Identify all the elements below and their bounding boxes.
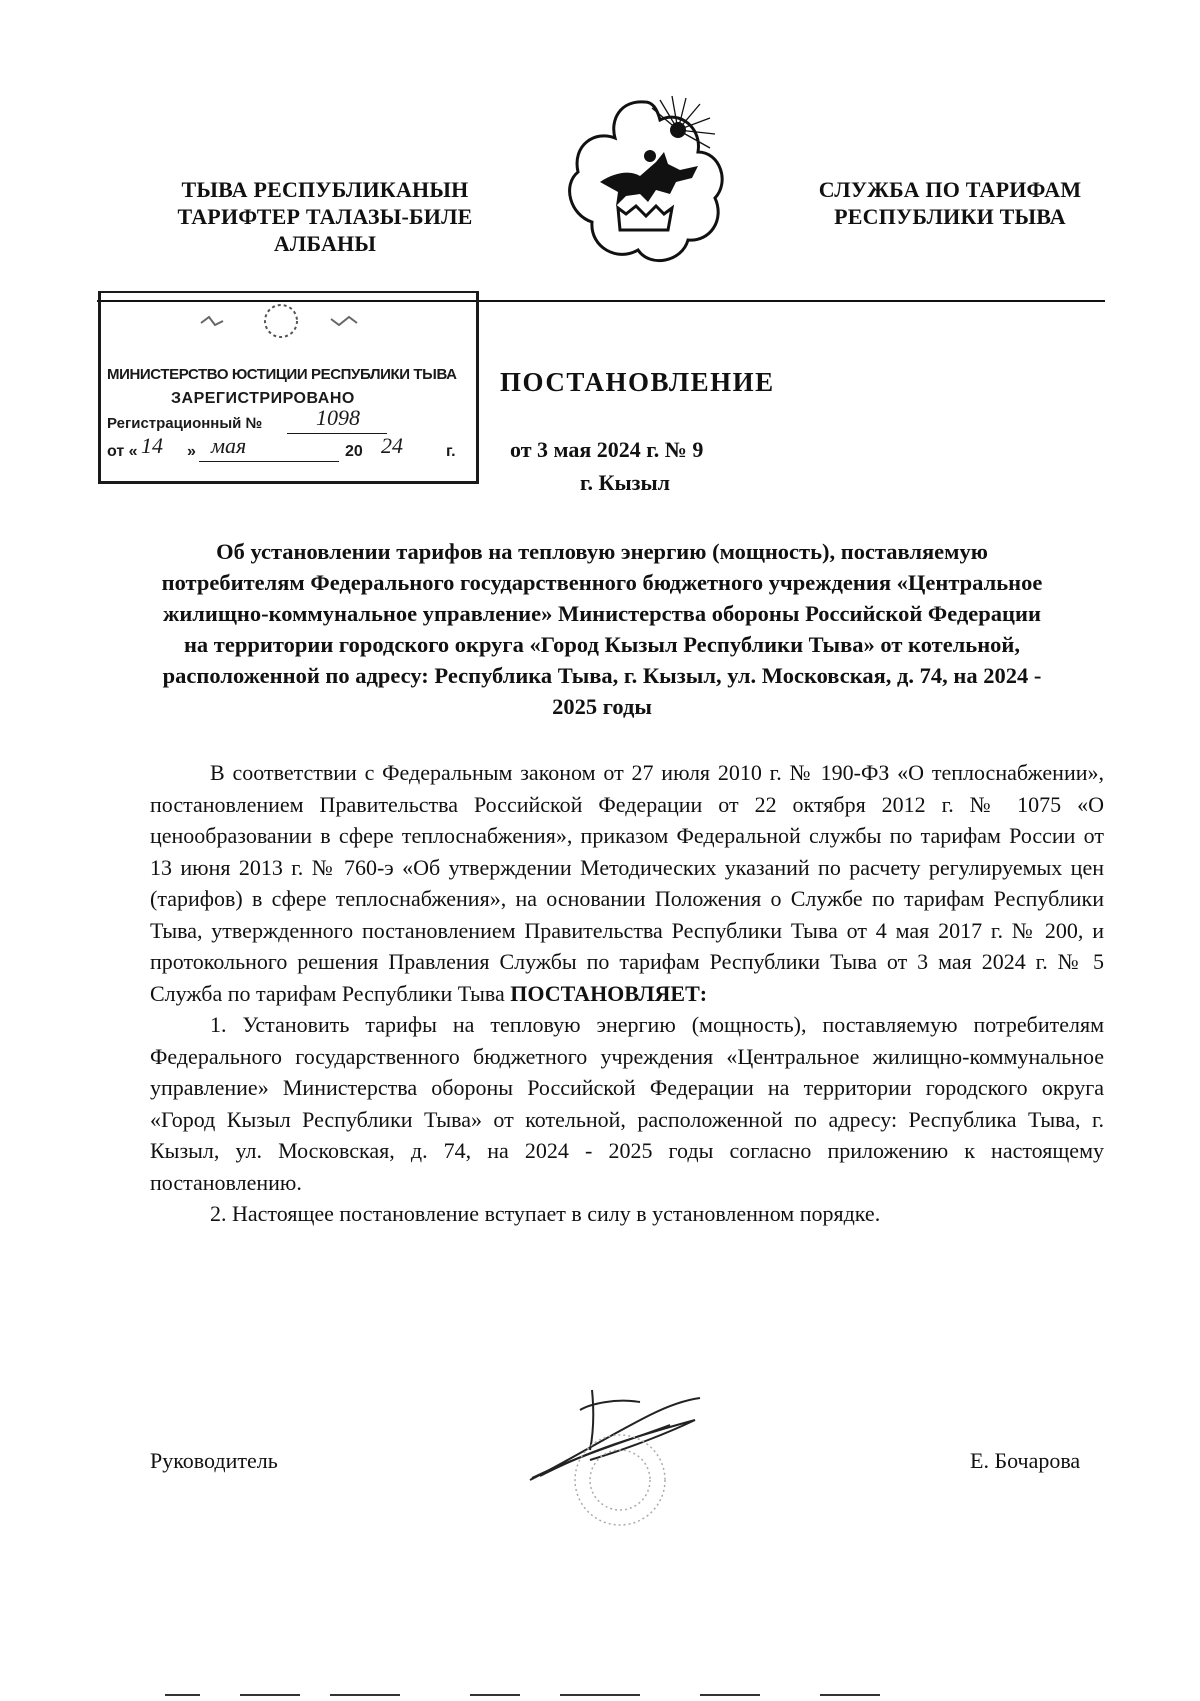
stamp-date-year-end: г. bbox=[446, 443, 456, 460]
stamp-emblem-icon bbox=[181, 299, 381, 349]
stamp-regno-label: Регистрационный № bbox=[107, 415, 263, 432]
handwritten-signature-icon bbox=[520, 1380, 710, 1540]
document-city: г. Кызыл bbox=[580, 470, 670, 495]
stamp-date-year-prefix: 20 bbox=[345, 443, 363, 460]
stamp-regno-value: 1098 bbox=[316, 405, 360, 430]
header-left-line: ТЫВА РЕСПУБЛИКАНЫН bbox=[181, 177, 469, 202]
document-title: Об установлении тарифов на тепловую энергию (мощность), поставляемую потребителям Федерального государственного бюджетного учреждения «Центральное жилищно-коммунальное управление» Министерства обороны Российской Федерации на территории городского округа «Город Кызыл Республики Тыва» от котельной, расположенной по адресу: Республика Тыва, г. Кызыл, ул. Московская, д. 74, на 2024 - 2025 годы bbox=[161, 539, 1043, 719]
header-right-line: РЕСПУБЛИКИ ТЫВА bbox=[834, 204, 1066, 229]
document-date-number: от 3 мая 2024 г. № 9 bbox=[510, 437, 704, 462]
stamp-date-month: мая bbox=[211, 433, 247, 458]
header-right-title bbox=[800, 176, 1100, 230]
header-left-line: ТАРИФТЕР ТАЛАЗЫ-БИЛЕ bbox=[177, 204, 473, 229]
stamp-date-year-suffix: 24 bbox=[381, 433, 403, 458]
preamble-text: В соответствии с Федеральным законом от 27 июля 2010 г. № 190-ФЗ «О теплоснабжении», постановлением Правительства Российской Федерации от 22 октября 2012 г. № 1075 «О ценообразовании в сфере теплоснабжения», приказом Федеральной службы по тарифам России от 13 июня 2013 г. № 760-э «Об утверждении Методических указаний по расчету регулируемых цен (тарифов) в сфере теплоснабжения», на основании Положения о Службе по тарифам Республики Тыва, утвержденного постановлением Правительства Республики Тыва от 4 мая 2017 г. № 200, и протокольного решения Правления Службы по тарифам Республики Тыва от 3 мая 2024 г. № 5 Служба по тарифам Республики Тыва bbox=[150, 760, 1104, 1006]
header-left-line: АЛБАНЫ bbox=[273, 231, 377, 256]
stamp-date-mid: » bbox=[187, 443, 196, 460]
stamp-date-prefix: от « bbox=[107, 443, 138, 460]
item-2: 2. Настоящее постановление вступает в силу в установленном порядке. bbox=[210, 1201, 881, 1226]
document-type: ПОСТАНОВЛЕНИЕ bbox=[500, 367, 775, 397]
scan-edge-marks bbox=[0, 1690, 1200, 1700]
stamp-registered: ЗАРЕГИСТРИРОВАНО bbox=[171, 390, 355, 407]
registration-stamp bbox=[98, 291, 479, 484]
preamble-paragraph bbox=[150, 757, 1104, 1009]
item-1: 1. Установить тарифы на тепловую энергию (мощность), поставляемую потребителям Федерального государственного бюджетного учреждения «Центральное жилищно-коммунальное управление» Министерства обороны Российской Федерации на территории городского округа «Город Кызыл Республики Тыва» от котельной, расположенной по адресу: Республика Тыва, г. Кызыл, ул. Московская, д. 74, на 2024 - 2025 годы согласно приложению к настоящему постановлению. bbox=[150, 1012, 1104, 1195]
signatory-name: Е. Бочарова bbox=[970, 1448, 1081, 1473]
stamp-date-day: 14 bbox=[141, 433, 163, 458]
header-right-line: СЛУЖБА ПО ТАРИФАМ bbox=[818, 177, 1082, 202]
stamp-ministry: МИНИСТЕРСТВО ЮСТИЦИИ РЕСПУБЛИКИ ТЫВА bbox=[107, 366, 457, 383]
document-body bbox=[150, 757, 1104, 1230]
header-left-title bbox=[160, 176, 490, 257]
tuva-coat-of-arms-icon bbox=[560, 90, 730, 275]
signatory-role: Руководитель bbox=[150, 1448, 278, 1473]
resolves-keyword: ПОСТАНОВЛЯЕТ: bbox=[510, 980, 708, 1006]
